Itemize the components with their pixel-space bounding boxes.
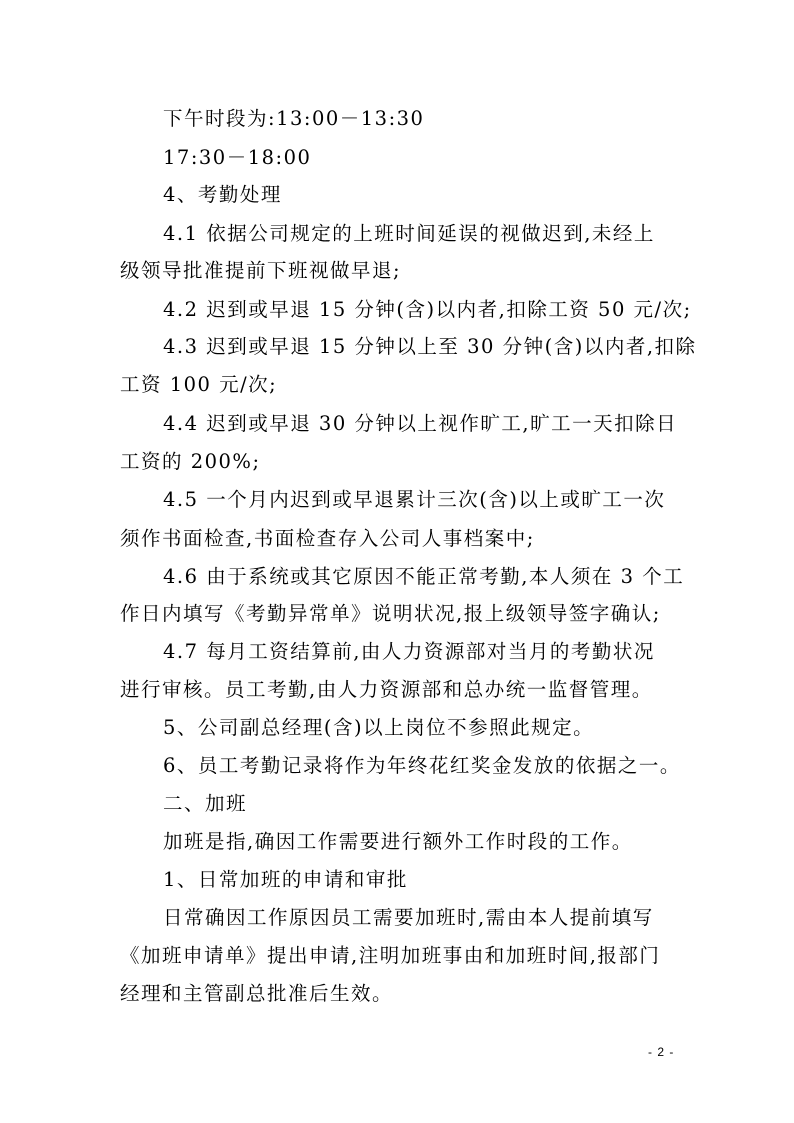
text-line-rule-4-4-cont: 工资的 200%; [120, 450, 261, 473]
text-line-rule-4-3-cont: 工资 100 元/次; [120, 373, 278, 396]
text-line-rule-4-3: 4.3 迟到或早退 15 分钟以上至 30 分钟(含)以内者,扣除 [163, 335, 697, 358]
page-number: - 2 - [648, 1045, 675, 1059]
text-line-evening-period: 17:30－18:00 [163, 146, 312, 169]
text-line-rule-4-7: 4.7 每月工资结算前,由人力资源部对当月的考勤状况 [163, 640, 655, 663]
text-line-rule-4-6: 4.6 由于系统或其它原因不能正常考勤,本人须在 3 个工 [163, 565, 685, 588]
text-line-afternoon-period: 下午时段为:13:00－13:30 [163, 107, 425, 130]
section-heading-overtime: 二、加班 [163, 792, 248, 815]
text-line-rule-4-1: 4.1 依据公司规定的上班时间延误的视做迟到,未经上 [163, 222, 655, 245]
text-line-rule-6: 6、员工考勤记录将作为年终花红奖金发放的依据之一。 [163, 754, 681, 777]
text-line-rule-4-5: 4.5 一个月内迟到或早退累计三次(含)以上或旷工一次 [163, 488, 666, 511]
text-line-rule-4-5-cont: 须作书面检查,书面检查存入公司人事档案中; [120, 527, 535, 550]
text-line-rule-4-4: 4.4 迟到或早退 30 分钟以上视作旷工,旷工一天扣除日 [163, 412, 678, 435]
text-line-daily-overtime: 日常确因工作原因员工需要加班时,需由本人提前填写 [163, 906, 654, 929]
subsection-heading-daily-overtime: 1、日常加班的申请和审批 [163, 868, 408, 891]
text-line-daily-overtime-end: 经理和主管副总批准后生效。 [120, 982, 394, 1005]
text-line-rule-5: 5、公司副总经理(含)以上岗位不参照此规定。 [163, 716, 595, 739]
text-line-rule-4-2: 4.2 迟到或早退 15 分钟(含)以内者,扣除工资 50 元/次; [163, 298, 692, 321]
text-line-rule-4-7-cont: 进行审核。员工考勤,由人力资源部和总办统一监督管理。 [120, 678, 653, 701]
text-line-rule-4-6-cont: 作日内填写《考勤异常单》说明状况,报上级领导签字确认; [120, 602, 661, 625]
text-line-overtime-definition: 加班是指,确因工作需要进行额外工作时段的工作。 [163, 830, 633, 853]
text-line-rule-4-1-cont: 级领导批准提前下班视做早退; [120, 259, 402, 282]
text-line-daily-overtime-cont: 《加班申请单》提出申请,注明加班事由和加班时间,报部门 [120, 944, 661, 967]
section-heading-attendance-handling: 4、考勤处理 [163, 183, 282, 206]
